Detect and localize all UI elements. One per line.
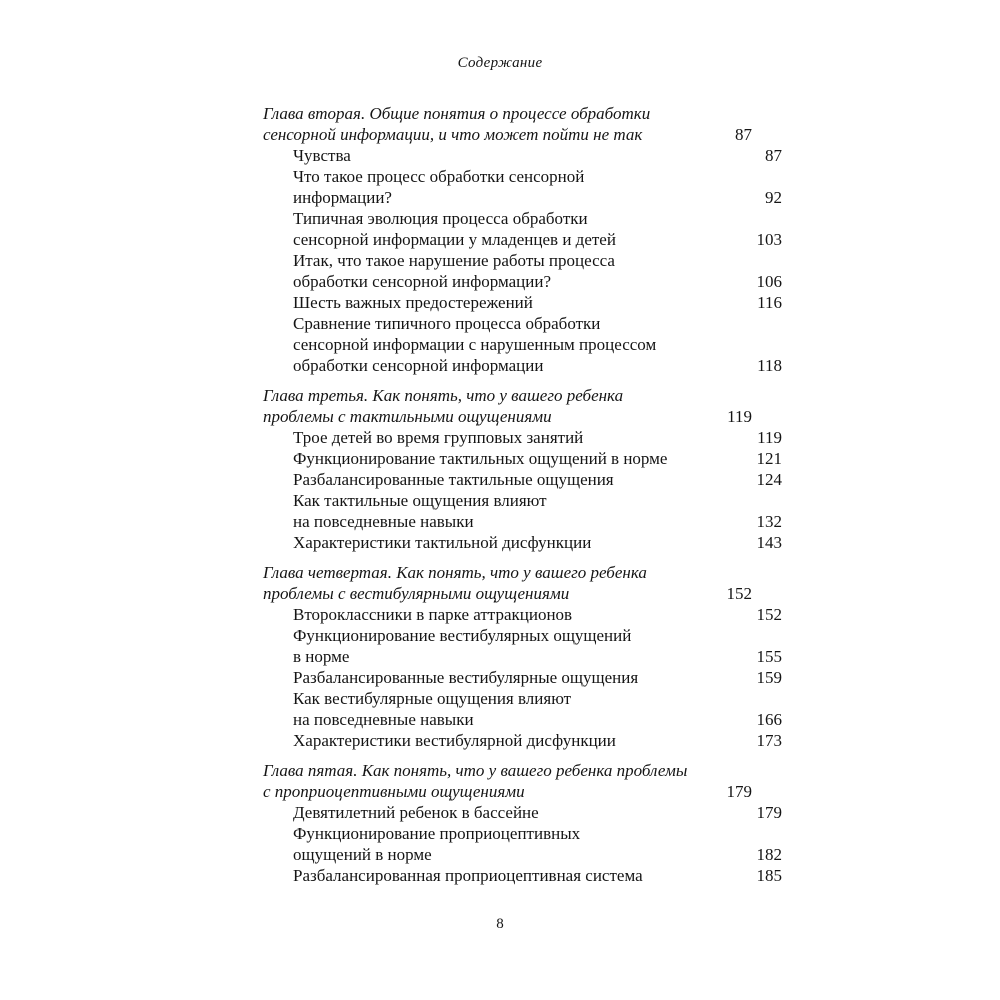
toc-page-number: 106 — [756, 272, 782, 291]
toc-line — [293, 427, 782, 448]
toc-page-number: 143 — [756, 533, 782, 552]
toc-line — [293, 823, 752, 844]
toc-entry — [293, 448, 782, 469]
toc-page-number: 103 — [756, 230, 782, 249]
toc-page-number: 152 — [726, 584, 752, 603]
toc-line-text: Характеристики вестибулярной дисфункции — [293, 731, 616, 750]
toc-line — [293, 187, 782, 208]
toc-line-text: Глава вторая. Общие понятия о процессе обработки — [263, 104, 651, 123]
toc-page-number: 92 — [765, 188, 782, 207]
toc-line — [293, 802, 782, 823]
toc-entry — [293, 688, 782, 730]
toc-line — [293, 604, 782, 625]
toc-line-text: Чувства — [293, 146, 351, 165]
toc-entry — [293, 490, 782, 532]
toc-line-text: Сравнение типичного процесса обработки — [293, 314, 601, 333]
toc-line — [263, 124, 752, 145]
toc-line — [293, 355, 782, 376]
toc-line-text: ощущений в норме — [293, 845, 432, 864]
toc-page-number: 118 — [757, 356, 782, 375]
toc-entry — [293, 145, 782, 166]
toc-page-number: 119 — [757, 428, 782, 447]
toc-line-text: Второклассники в парке аттракционов — [293, 605, 573, 624]
toc-line-text: на повседневные навыки — [293, 710, 474, 729]
toc-line — [293, 271, 782, 292]
toc-page-number: 116 — [757, 293, 782, 312]
toc-line-text: сенсорной информации у младенцев и детей — [293, 230, 616, 249]
toc-line-text: проблемы с вестибулярными ощущениями — [263, 584, 570, 603]
table-of-contents — [263, 103, 782, 886]
toc-entry — [293, 292, 782, 313]
toc-line-text: на повседневные навыки — [293, 512, 474, 531]
toc-line — [293, 490, 752, 511]
toc-section — [263, 562, 782, 751]
toc-line-text: Девятилетний ребенок в бассейне — [293, 803, 539, 822]
toc-page-number: 173 — [756, 731, 782, 750]
toc-line-text: обработки сенсорной информации — [293, 356, 544, 375]
toc-chapter-title — [263, 385, 752, 427]
toc-line-text: Функционирование тактильных ощущений в норме — [293, 449, 668, 468]
toc-line-text: Глава третья. Как понять, что у вашего ребенка — [263, 386, 624, 405]
toc-page-number: 185 — [756, 866, 782, 885]
toc-line-text: Итак, что такое нарушение работы процесса — [293, 251, 615, 270]
toc-line — [293, 229, 782, 250]
toc-line-text: Характеристики тактильной дисфункции — [293, 533, 592, 552]
toc-line-text: информации? — [293, 188, 392, 207]
toc-page-number: 119 — [727, 407, 752, 426]
toc-section — [263, 385, 782, 553]
toc-line — [293, 667, 782, 688]
toc-line — [293, 646, 782, 667]
toc-entry — [293, 532, 782, 553]
toc-line — [263, 583, 752, 604]
toc-entry — [293, 625, 782, 667]
toc-entry — [293, 469, 782, 490]
toc-line — [293, 334, 752, 355]
toc-line — [293, 469, 782, 490]
toc-line-text: Шесть важных предостережений — [293, 293, 533, 312]
toc-entry — [293, 823, 782, 865]
toc-entry — [293, 250, 782, 292]
toc-line-text: Как вестибулярные ощущения влияют — [293, 689, 572, 708]
toc-line — [293, 145, 782, 166]
toc-page-number: 166 — [756, 710, 782, 729]
toc-entry — [293, 730, 782, 751]
toc-entry — [293, 313, 782, 376]
toc-page-number: 179 — [756, 803, 782, 822]
toc-line — [293, 688, 752, 709]
toc-line-text: сенсорной информации, и что может пойти не так — [263, 125, 643, 144]
toc-line-text: проблемы с тактильными ощущениями — [263, 407, 552, 426]
toc-entry — [293, 802, 782, 823]
toc-line-text: Типичная эволюция процесса обработки — [293, 209, 588, 228]
toc-line-text: Разбалансированные вестибулярные ощущения — [293, 668, 639, 687]
toc-entry — [293, 604, 782, 625]
toc-entry — [293, 427, 782, 448]
toc-line — [293, 532, 782, 553]
toc-section — [263, 103, 782, 376]
toc-line-text: в норме — [293, 647, 350, 666]
toc-line — [293, 625, 752, 646]
toc-line-text: Глава пятая. Как понять, что у вашего ребенка проблемы — [263, 761, 688, 780]
toc-page-number: 87 — [735, 125, 752, 144]
toc-chapter-title — [263, 760, 752, 802]
toc-line — [293, 511, 782, 532]
toc-line-text: Функционирование проприоцептивных — [293, 824, 581, 843]
toc-line — [293, 709, 782, 730]
toc-line — [293, 313, 752, 334]
toc-page-number: 182 — [756, 845, 782, 864]
toc-line-text: обработки сенсорной информации? — [293, 272, 552, 291]
toc-line — [293, 844, 782, 865]
toc-page-number: 179 — [726, 782, 752, 801]
toc-line — [293, 730, 782, 751]
toc-page-number: 132 — [756, 512, 782, 531]
toc-line-text: Функционирование вестибулярных ощущений — [293, 626, 632, 645]
toc-line — [293, 292, 782, 313]
toc-line — [263, 781, 752, 802]
toc-line-text: Трое детей во время групповых занятий — [293, 428, 584, 447]
toc-line — [293, 865, 782, 886]
toc-entry — [293, 667, 782, 688]
page-title: Содержание — [457, 55, 543, 71]
toc-line — [263, 406, 752, 427]
toc-chapter-title — [263, 562, 752, 604]
toc-page-number: 124 — [756, 470, 782, 489]
toc-entry — [293, 166, 782, 208]
toc-line — [263, 385, 752, 406]
toc-section — [263, 760, 782, 886]
toc-line — [263, 562, 752, 583]
toc-chapter-title — [263, 103, 752, 145]
toc-line — [293, 250, 752, 271]
toc-line-text: с проприоцептивными ощущениями — [263, 782, 525, 801]
toc-line-text: Глава четвертая. Как понять, что у вашего ребенка — [263, 563, 647, 582]
toc-line — [293, 166, 752, 187]
toc-page-number: 87 — [765, 146, 782, 165]
page-number-footer: 8 — [496, 916, 504, 932]
toc-line — [263, 760, 752, 781]
toc-page-number: 121 — [756, 449, 782, 468]
toc-line-text: Разбалансированные тактильные ощущения — [293, 470, 614, 489]
toc-page-number: 152 — [756, 605, 782, 624]
toc-line — [263, 103, 752, 124]
toc-page-number: 155 — [756, 647, 782, 666]
toc-line-text: Разбалансированная проприоцептивная система — [293, 866, 643, 885]
toc-entry — [293, 865, 782, 886]
toc-line — [293, 208, 752, 229]
toc-entry — [293, 208, 782, 250]
toc-line — [293, 448, 782, 469]
toc-line-text: Что такое процесс обработки сенсорной — [293, 167, 585, 186]
toc-line-text: сенсорной информации с нарушенным процессом — [293, 335, 657, 354]
toc-line-text: Как тактильные ощущения влияют — [293, 491, 547, 510]
toc-page-number: 159 — [756, 668, 782, 687]
